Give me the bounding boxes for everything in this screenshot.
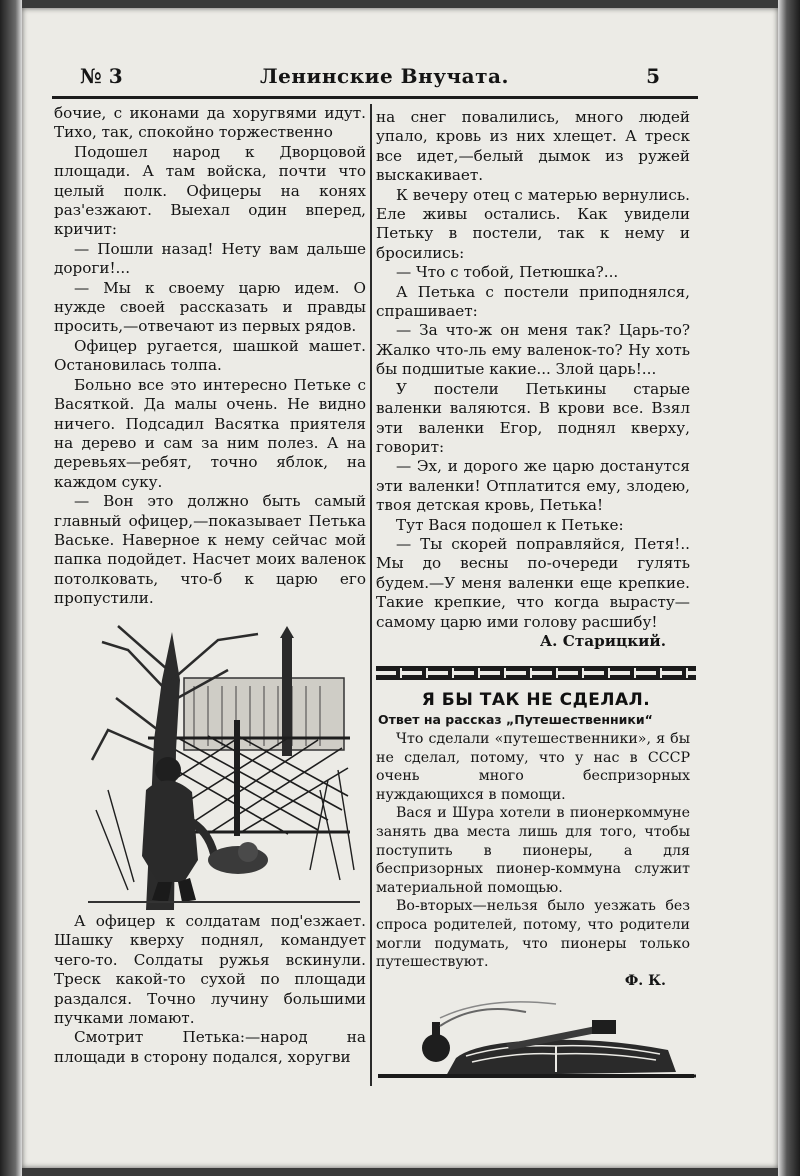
paragraph: Подошел народ к Дворцовой площади. А там войска, почти что целый полк. Офицеры на конях раз'езжают. Выехал один вперед, кричит: — [54, 142, 366, 239]
header-rule — [52, 96, 698, 99]
paragraph: Больно все это интересно Петьке с Васяткой. Да малы очень. Не видно ничего. Подсадил Васятка приятеля на дерево и сам за ним полез. А на деревьях—ребят, точно яблок, на каждом суку. — [54, 375, 366, 491]
paragraph: — Мы к своему царю идем. О нужде своей рассказать и правды просить,—отвечают из первых рядов. — [54, 278, 366, 336]
inkwell-book-illustration — [406, 992, 696, 1084]
issue-number: № 3 — [80, 64, 123, 88]
paragraph: — Эх, и дорого же царю достанутся эти валенки! Отплатится ему, злодею, твоя детская кровь, Петька! — [376, 457, 690, 515]
paragraph: А офицер к солдатам под'езжает. Шашку кверху поднял, командует чего-то. Солдаты ружья вскинули. Треск какой-то сухой по площади раздался. Точно лучину большими пучками ломают. — [54, 912, 366, 1028]
left-column-bottom-text — [54, 912, 366, 1067]
article-title: Я БЫ ТАК НЕ СДЕЛАЛ. — [421, 690, 651, 710]
column-divider — [370, 104, 372, 1086]
scan-right-edge — [778, 0, 800, 1176]
paragraph: — Ты скорей поправляйся, Петя!.. Мы до весны по-очереди гулять будем.—У меня валенки еще крепкие. Такие крепкие, что когда вырасту—самому царю ими голову расшибу! — [376, 534, 690, 631]
article-subtitle: Ответ на рассказ „Путешественники“ — [378, 712, 653, 727]
left-column-text — [54, 104, 366, 609]
decorative-separator — [376, 666, 696, 680]
publication-title: Ленинские Внучата. — [260, 64, 509, 88]
paragraph: Тут Вася подошел к Петьке: — [396, 515, 624, 534]
paragraph: Смотрит Петька:—народ на площади в сторону подался, хоругви — [54, 1028, 366, 1066]
page-number: 5 — [646, 64, 660, 88]
paragraph: — Вон это должно быть самый главный офицер,—показывает Петька Ваське. Наверное к нему сейчас мой папка подойдет. Насчет моих валенок потолковать, что-б к царю его пропустили. — [54, 492, 366, 608]
paragraph: — За что-ж он меня так? Царь-то? Жалко что-ль ему валенок-то? Ну хоть бы подшитые какие... Злой царь!... — [376, 321, 690, 379]
paragraph: на снег повалились, много людей упало, кровь из них хлещет. А треск все идет,—белый дымок из ружей выскакивает. — [376, 108, 690, 185]
paragraph: К вечеру отец с матерью вернулись. Еле живы остались. Как увидели Петьку в постели, так к нему и бросились: — [376, 185, 690, 262]
article-signature: Ф. К. — [624, 972, 666, 989]
story-illustration — [88, 620, 360, 910]
article-text — [376, 730, 690, 990]
right-column-text — [376, 108, 690, 651]
scan-left-edge — [0, 0, 22, 1176]
paragraph: Офицер ругается, шашкой машет. Остановилась толпа. — [54, 336, 366, 375]
page-header — [80, 64, 660, 92]
paragraph: А Петька с постели приподнялся, спрашивает: — [376, 282, 690, 321]
paragraph: Вася и Шура хотели в пионеркоммуне занять два места лишь для того, чтобы поступить в пионеры, а для беспризорных пионер-коммуна служит материальной помощью. — [376, 805, 690, 896]
paragraph: бочие, с иконами да хоругвями идут. Тихо, так, спокойно торжественно — [54, 104, 366, 142]
paragraph: — Что с тобой, Петюшка?... — [396, 263, 619, 282]
paragraph: Во-вторых—нельзя было уезжать без спроса родителей, потому, что родители могли подумать, что пионеры только путешествуют. — [376, 898, 690, 971]
paragraph: — Пошли назад! Нету вам дальше дороги!... — [54, 239, 366, 278]
bottom-rule — [378, 1074, 694, 1078]
paragraph: Что сделали «путешественники», я бы не сделал, потому, что у нас в СССР очень много беспризорных нуждающихся в помощи. — [376, 731, 690, 803]
story-signature: А. Старицкий. — [539, 631, 666, 650]
paragraph: У постели Петькины старые валенки валяются. В крови все. Взял эти валенки Егор, поднял кверху, говорит: — [376, 379, 690, 456]
